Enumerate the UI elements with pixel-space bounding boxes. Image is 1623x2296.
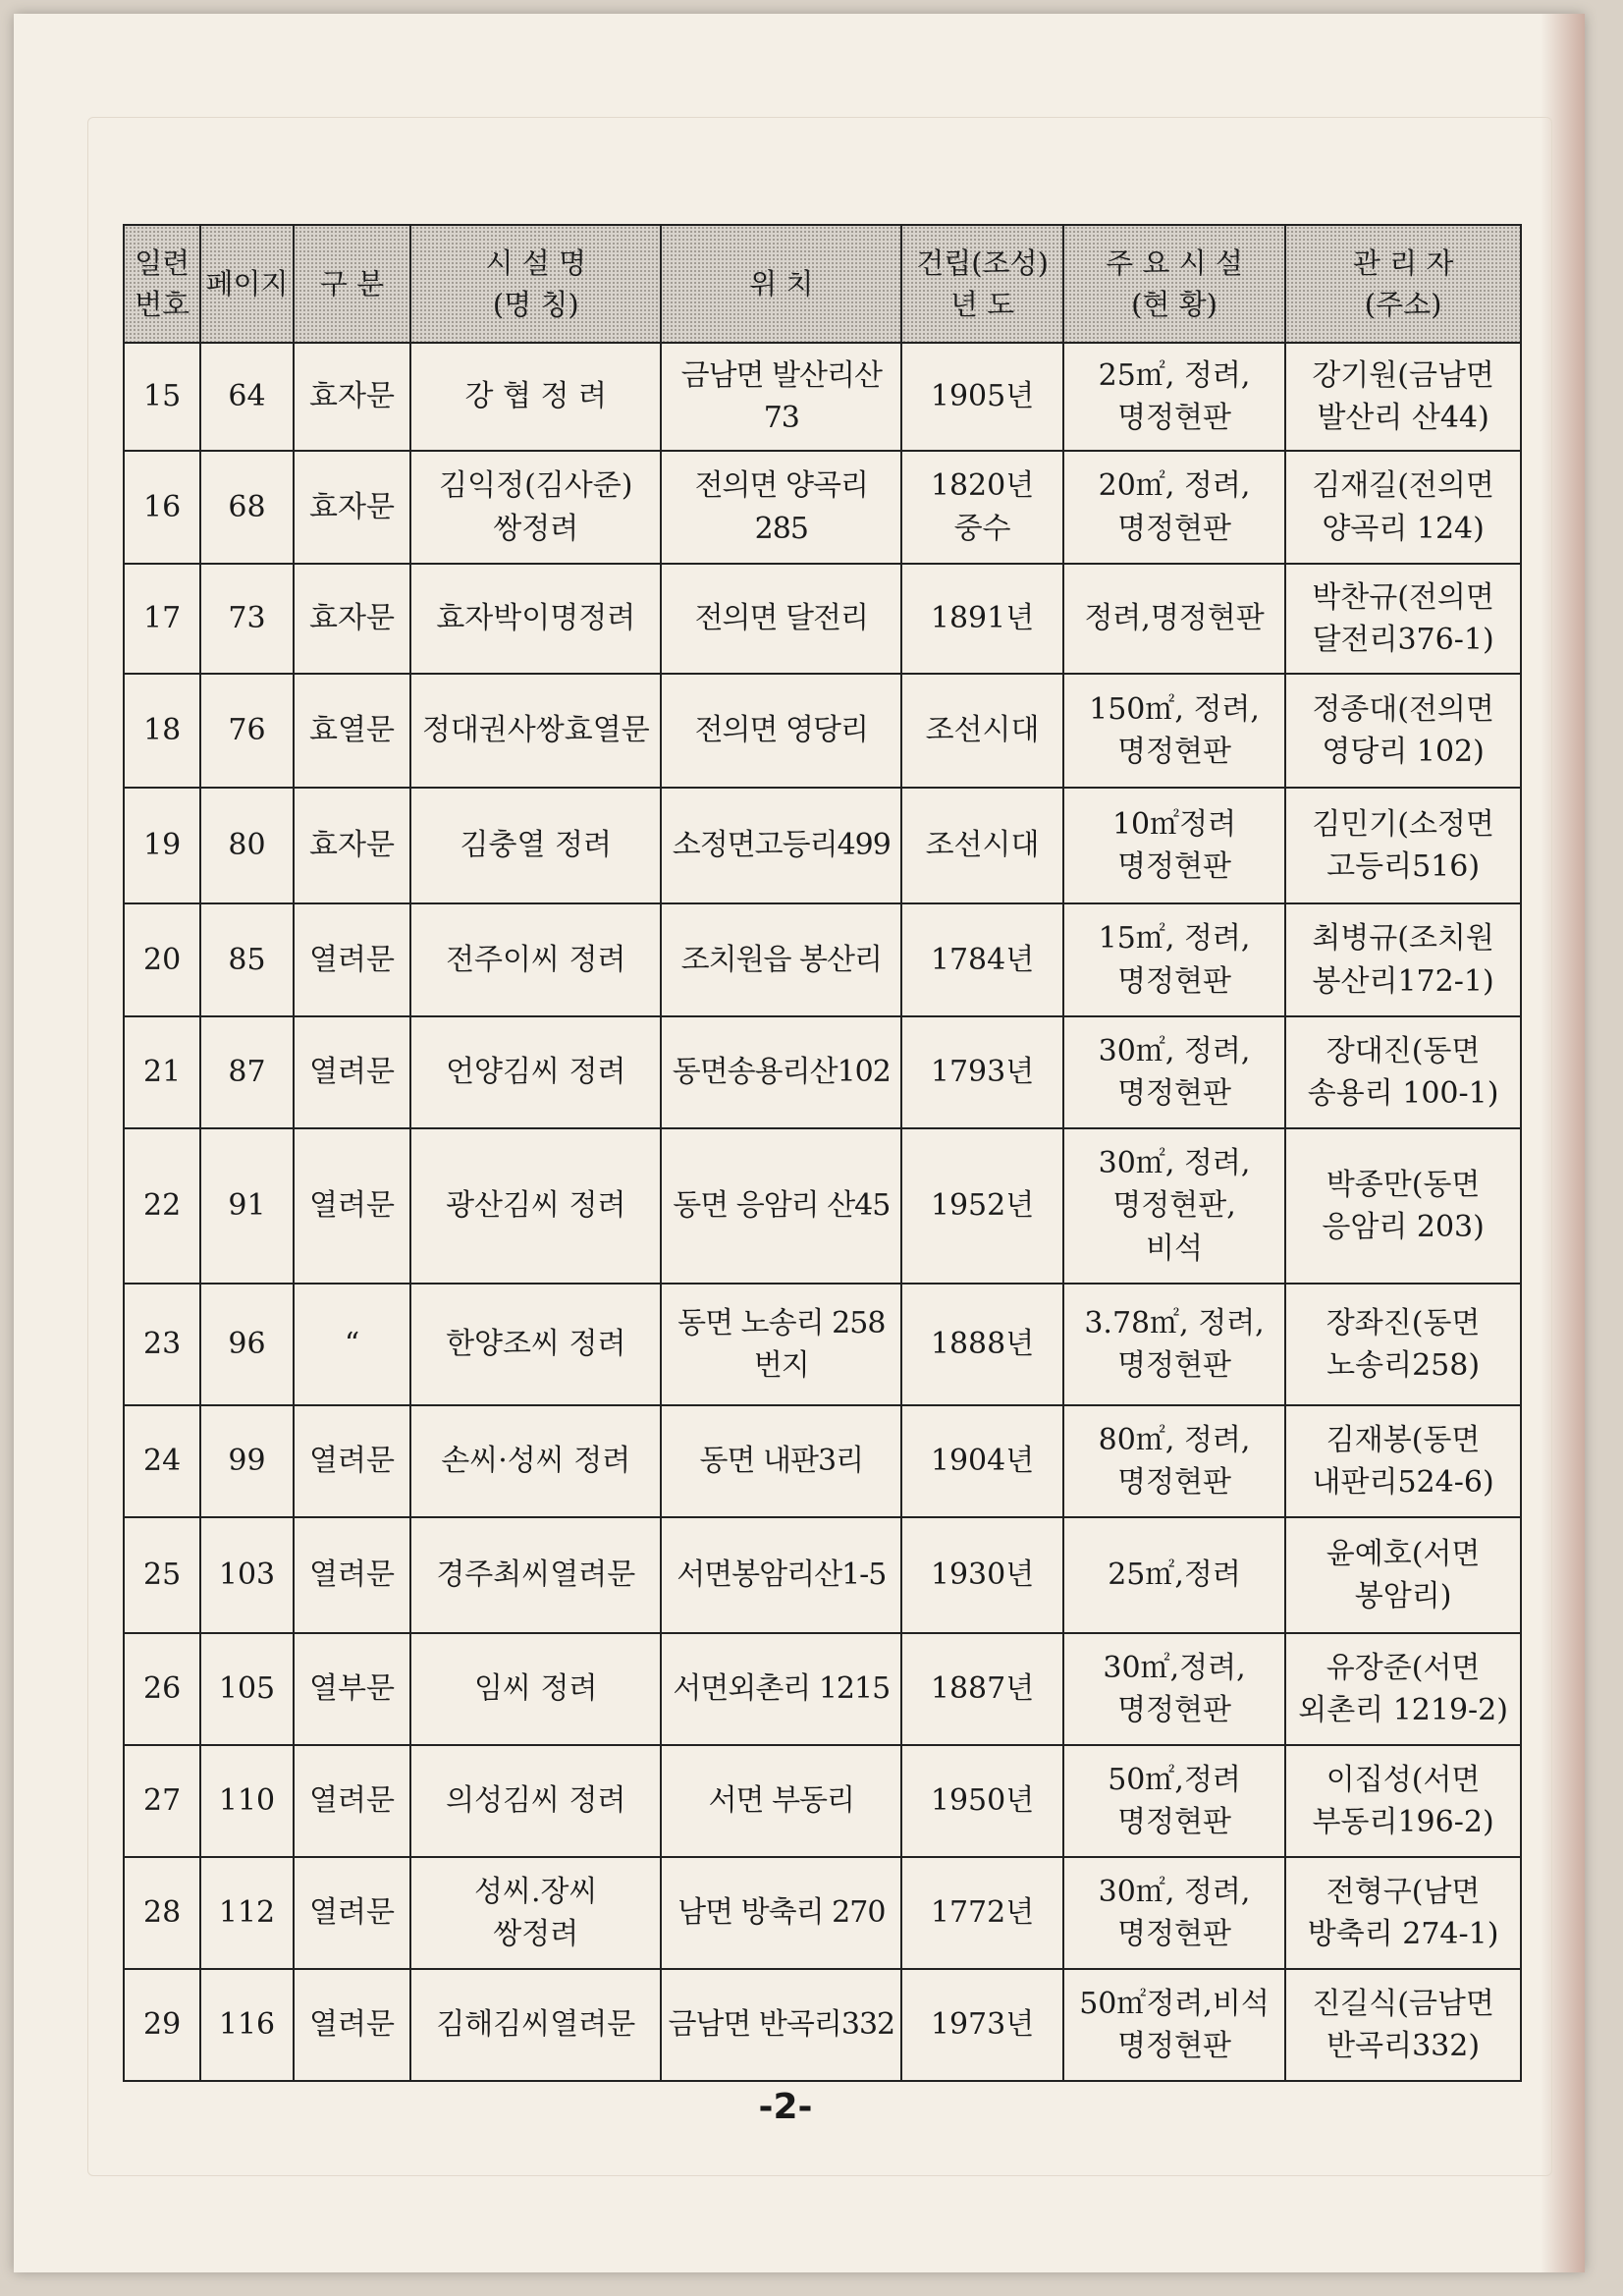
facility-name-cell: 경주최씨열려문 [410, 1517, 661, 1633]
serial-number-cell: 19 [124, 788, 200, 903]
facility-name-cell: 정대권사쌍효열문 [410, 674, 661, 788]
location-cell: 남면 방축리 270 [661, 1857, 901, 1969]
manager-cell: 유장준(서면 외촌리 1219-2) [1285, 1633, 1521, 1745]
table-row [124, 1745, 1521, 1857]
facility-name-cell: 김익정(김사준) 쌍정려 [410, 451, 661, 564]
table-row [124, 788, 1521, 903]
manager-cell: 장좌진(동면 노송리258) [1285, 1284, 1521, 1405]
location-cell: 전의면 영당리 [661, 674, 901, 788]
location-cell: 전의면 달전리 [661, 564, 901, 674]
page-cell: 80 [200, 788, 294, 903]
serial-number-cell: 20 [124, 903, 200, 1016]
construction-year-cell: 1772년 [901, 1857, 1063, 1969]
category-cell: 열려문 [294, 1745, 410, 1857]
main-facilities-cell: 30㎡, 정려, 명정현판, 비석 [1063, 1128, 1285, 1284]
facility-name-cell: 임씨 정려 [410, 1633, 661, 1745]
table-row [124, 343, 1521, 451]
table-row [124, 1016, 1521, 1128]
manager-cell: 최병규(조치원 봉산리172-1) [1285, 903, 1521, 1016]
facility-name-cell: 의성김씨 정려 [410, 1745, 661, 1857]
table-header-row [124, 225, 1521, 343]
serial-number-cell: 26 [124, 1633, 200, 1745]
construction-year-cell: 1887년 [901, 1633, 1063, 1745]
category-cell: 효열문 [294, 674, 410, 788]
table-row [124, 1857, 1521, 1969]
manager-cell: 김재봉(동면 내판리524-6) [1285, 1405, 1521, 1517]
construction-year-cell: 1891년 [901, 564, 1063, 674]
category-cell: 열려문 [294, 903, 410, 1016]
page-cell: 64 [200, 343, 294, 451]
table-row [124, 1284, 1521, 1405]
main-facilities-cell: 20㎡, 정려, 명정현판 [1063, 451, 1285, 564]
main-facilities-cell: 10㎡정려 명정현판 [1063, 788, 1285, 903]
construction-year-cell: 1888년 [901, 1284, 1063, 1405]
page-cell: 110 [200, 1745, 294, 1857]
location-cell: 서면봉암리산1-5 [661, 1517, 901, 1633]
category-cell: 열부문 [294, 1633, 410, 1745]
main-facilities-cell: 정려,명정현판 [1063, 564, 1285, 674]
location-cell: 동면송용리산102 [661, 1016, 901, 1128]
construction-year-cell: 1973년 [901, 1969, 1063, 2081]
table-row [124, 1517, 1521, 1633]
construction-year-cell: 1905년 [901, 343, 1063, 451]
serial-number-cell: 23 [124, 1284, 200, 1405]
main-facilities-cell: 30㎡,정려, 명정현판 [1063, 1633, 1285, 1745]
facility-name-cell: 광산김씨 정려 [410, 1128, 661, 1284]
manager-cell: 윤예호(서면 봉암리) [1285, 1517, 1521, 1633]
header-location: 위 치 [661, 225, 901, 343]
location-cell: 금남면 발산리산73 [661, 343, 901, 451]
facility-name-cell: 언양김씨 정려 [410, 1016, 661, 1128]
location-cell: 서면외촌리 1215 [661, 1633, 901, 1745]
main-facilities-cell: 3.78㎡, 정려, 명정현판 [1063, 1284, 1285, 1405]
main-facilities-cell: 15㎡, 정려, 명정현판 [1063, 903, 1285, 1016]
table-row [124, 674, 1521, 788]
location-cell: 금남면 반곡리332 [661, 1969, 901, 2081]
manager-cell: 박찬규(전의면 달전리376-1) [1285, 564, 1521, 674]
serial-number-cell: 29 [124, 1969, 200, 2081]
header-main-facilities: 주 요 시 설 (현 황) [1063, 225, 1285, 343]
manager-cell: 장대진(동면 송용리 100-1) [1285, 1016, 1521, 1128]
table-row [124, 1633, 1521, 1745]
header-page: 페이지 [200, 225, 294, 343]
page-cell: 85 [200, 903, 294, 1016]
category-cell: 효자문 [294, 564, 410, 674]
manager-cell: 박종만(동면 응암리 203) [1285, 1128, 1521, 1284]
main-facilities-cell: 30㎡, 정려, 명정현판 [1063, 1857, 1285, 1969]
facility-name-cell: 김해김씨열려문 [410, 1969, 661, 2081]
header-facility-name: 시 설 명 (명 칭) [410, 225, 661, 343]
main-facilities-cell: 50㎡,정려 명정현판 [1063, 1745, 1285, 1857]
page-cell: 76 [200, 674, 294, 788]
manager-cell: 정종대(전의면 영당리 102) [1285, 674, 1521, 788]
serial-number-cell: 15 [124, 343, 200, 451]
table-row [124, 1969, 1521, 2081]
category-cell: 열려문 [294, 1016, 410, 1128]
facility-name-cell: 김충열 정려 [410, 788, 661, 903]
serial-number-cell: 22 [124, 1128, 200, 1284]
table-row [124, 564, 1521, 674]
construction-year-cell: 조선시대 [901, 788, 1063, 903]
main-facilities-cell: 30㎡, 정려, 명정현판 [1063, 1016, 1285, 1128]
page-cell: 103 [200, 1517, 294, 1633]
manager-cell: 전형구(남면 방축리 274-1) [1285, 1857, 1521, 1969]
location-cell: 동면 응암리 산45 [661, 1128, 901, 1284]
page-cell: 87 [200, 1016, 294, 1128]
category-cell: 효자문 [294, 343, 410, 451]
manager-cell: 진길식(금남면 반곡리332) [1285, 1969, 1521, 2081]
page-cell: 96 [200, 1284, 294, 1405]
table-row [124, 903, 1521, 1016]
construction-year-cell: 1793년 [901, 1016, 1063, 1128]
serial-number-cell: 18 [124, 674, 200, 788]
category-cell: 열려문 [294, 1405, 410, 1517]
page-cell: 105 [200, 1633, 294, 1745]
table-row [124, 451, 1521, 564]
serial-number-cell: 28 [124, 1857, 200, 1969]
construction-year-cell: 1950년 [901, 1745, 1063, 1857]
header-serial-number: 일련 번호 [124, 225, 200, 343]
page-number: -2- [758, 2087, 813, 2127]
construction-year-cell: 1820년 중수 [901, 451, 1063, 564]
page-cell: 112 [200, 1857, 294, 1969]
serial-number-cell: 24 [124, 1405, 200, 1517]
location-cell: 동면 노송리 258번지 [661, 1284, 901, 1405]
category-cell: 효자문 [294, 788, 410, 903]
facility-name-cell: 효자박이명정려 [410, 564, 661, 674]
page-cell: 68 [200, 451, 294, 564]
facility-name-cell: 한양조씨 정려 [410, 1284, 661, 1405]
construction-year-cell: 1784년 [901, 903, 1063, 1016]
serial-number-cell: 21 [124, 1016, 200, 1128]
location-cell: 소정면고등리499 [661, 788, 901, 903]
serial-number-cell: 17 [124, 564, 200, 674]
page-cell: 91 [200, 1128, 294, 1284]
construction-year-cell: 1952년 [901, 1128, 1063, 1284]
manager-cell: 이집성(서면 부동리196-2) [1285, 1745, 1521, 1857]
category-cell: “ [294, 1284, 410, 1405]
location-cell: 동면 내판3리 [661, 1405, 901, 1517]
manager-cell: 강기원(금남면 발산리 산44) [1285, 343, 1521, 451]
location-cell: 전의면 양곡리 285 [661, 451, 901, 564]
page-cell: 116 [200, 1969, 294, 2081]
category-cell: 열려문 [294, 1517, 410, 1633]
table-row [124, 1128, 1521, 1284]
facility-name-cell: 전주이씨 정려 [410, 903, 661, 1016]
facility-name-cell: 손씨·성씨 정려 [410, 1405, 661, 1517]
construction-year-cell: 1904년 [901, 1405, 1063, 1517]
facility-name-cell: 강 협 정 려 [410, 343, 661, 451]
construction-year-cell: 조선시대 [901, 674, 1063, 788]
heritage-facilities-table [123, 224, 1522, 2082]
header-manager: 관 리 자 (주소) [1285, 225, 1521, 343]
category-cell: 열려문 [294, 1857, 410, 1969]
page-cell: 73 [200, 564, 294, 674]
construction-year-cell: 1930년 [901, 1517, 1063, 1633]
main-facilities-cell: 50㎡정려,비석 명정현판 [1063, 1969, 1285, 2081]
category-cell: 열려문 [294, 1128, 410, 1284]
page-cell: 99 [200, 1405, 294, 1517]
main-facilities-cell: 25㎡, 정려, 명정현판 [1063, 343, 1285, 451]
serial-number-cell: 27 [124, 1745, 200, 1857]
header-construction-year: 건립(조성) 년 도 [901, 225, 1063, 343]
main-facilities-cell: 150㎡, 정려, 명정현판 [1063, 674, 1285, 788]
category-cell: 효자문 [294, 451, 410, 564]
header-category: 구 분 [294, 225, 410, 343]
main-facilities-cell: 80㎡, 정려, 명정현판 [1063, 1405, 1285, 1517]
serial-number-cell: 16 [124, 451, 200, 564]
location-cell: 서면 부동리 [661, 1745, 901, 1857]
main-facilities-cell: 25㎡,정려 [1063, 1517, 1285, 1633]
location-cell: 조치원읍 봉산리 [661, 903, 901, 1016]
serial-number-cell: 25 [124, 1517, 200, 1633]
manager-cell: 김재길(전의면 양곡리 124) [1285, 451, 1521, 564]
table-row [124, 1405, 1521, 1517]
category-cell: 열려문 [294, 1969, 410, 2081]
table-body [124, 343, 1521, 2081]
manager-cell: 김민기(소정면 고등리516) [1285, 788, 1521, 903]
facility-name-cell: 성씨.장씨 쌍정려 [410, 1857, 661, 1969]
